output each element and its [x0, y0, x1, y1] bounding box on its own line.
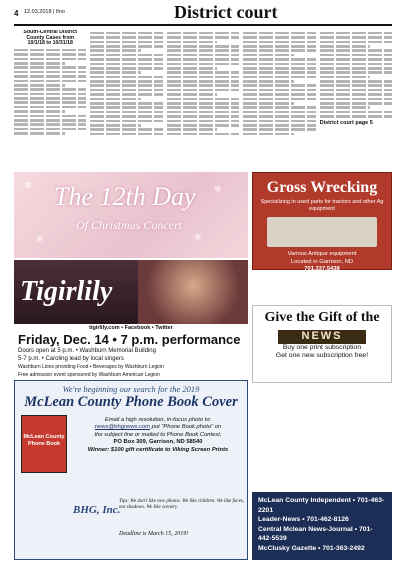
christmas-concert-ad — [14, 172, 248, 258]
contest-headline: We're beginning our search for the 2019 — [62, 384, 200, 394]
contest-email-link[interactable]: news@bhgnews.com — [94, 424, 150, 431]
snowflake-icon: ✻ — [214, 184, 222, 194]
concert-title: The 12th Day — [54, 182, 196, 211]
news-logo: NEWS — [278, 330, 366, 344]
column-1 — [14, 30, 86, 170]
business-location: Located in Garrison, ND — [290, 258, 354, 265]
tractor-photo — [267, 217, 377, 247]
band-photo — [138, 260, 248, 324]
page-number: 4 — [14, 9, 19, 18]
business-note: Various Antique equipment — [287, 251, 357, 257]
event-date: Friday, Dec. 14 • 7 p.m. performance — [18, 332, 241, 347]
gift-offer-2: Get one new subscription free! — [275, 352, 369, 359]
page-date: 12.03.2018 | fino — [24, 9, 65, 15]
snowflake-icon: ✻ — [24, 180, 32, 190]
snowflake-icon: ✻ — [194, 232, 202, 242]
contest-title: McLean County Phone Book Cover — [24, 394, 238, 410]
band-name: Tigirlily — [20, 276, 113, 307]
newspaper-contacts — [252, 492, 392, 560]
column-4 — [243, 30, 315, 170]
contact-row: Leader-News • 701-462-8126 — [258, 516, 349, 524]
mail-address: PO Box 309, Garrison, ND 58540 — [113, 439, 203, 446]
contest-deadline: Deadline is March 15, 2019! — [119, 531, 189, 537]
contest-prize: Winner: $100 gift certificate to Viking Screen Prints — [87, 446, 229, 453]
jump-link[interactable]: District court page 5 — [319, 119, 373, 126]
column-5 — [320, 30, 392, 170]
phone-book-cover-image — [21, 415, 67, 473]
event-line-3: Washburn Lions providing Food • Beverages by Washburn Legion — [18, 364, 164, 370]
event-line-4: Free admission event sponsored by Washburn American Legion — [18, 372, 160, 378]
page-header — [14, 4, 392, 26]
contest-details — [71, 417, 245, 454]
event-line-1: Doors open at 5 p.m. • Washburn Memorial Building — [18, 348, 156, 354]
bhg-logo: BHG, Inc. — [73, 504, 121, 516]
concert-subtitle: Of Christmas Concert — [76, 218, 183, 232]
email-instruction: Email a high resolution, in-focus photo to: — [104, 417, 212, 423]
business-phone: 701.337.5438 — [304, 266, 340, 272]
tigirlily-ad — [14, 260, 248, 378]
gift-offer-1: Buy one print subscription — [282, 344, 362, 351]
contact-row: Central Mclean News-Journal • 701-442-5539 — [258, 525, 373, 543]
business-name: Gross Wrecking — [266, 179, 378, 196]
column-2 — [90, 30, 162, 170]
event-line-2: 5-7 p.m. • Caroling lead by local singers — [18, 356, 124, 362]
snowflake-icon: ✻ — [36, 234, 44, 244]
column-heading: South-Central District County Cases from 10/1/18 to 10/31/18 — [23, 30, 77, 47]
band-links: tigirlily.com • Facebook • Twitter — [89, 325, 173, 331]
gross-wrecking-ad — [252, 172, 392, 270]
section-title: District court — [174, 2, 278, 22]
court-columns — [14, 30, 392, 170]
gift-title: Give the Gift of the — [264, 310, 380, 325]
phone-book-contest-ad — [14, 380, 248, 560]
phone-book-cover-label: McLean County Phone Book — [23, 434, 65, 447]
contact-row: McLean County Independent • 701-463-2201 — [258, 497, 385, 514]
mail-instruction: the subject line or mailed to Phone Book Contest, — [94, 431, 222, 438]
tigirlily-banner — [14, 260, 248, 324]
business-specialty: Specializing in used parts for tractors and other Ag equipment — [260, 199, 384, 212]
subject-hint: put "Phone Book photo" on — [151, 424, 222, 431]
contact-row: McClusky Gazette • 701-363-2492 — [258, 544, 365, 552]
gift-news-ad — [252, 305, 392, 383]
column-3 — [167, 30, 239, 170]
contest-tips: Tips: We don't like new photos. We like children. We like faces, not shadows. We like scenery. — [119, 499, 245, 511]
